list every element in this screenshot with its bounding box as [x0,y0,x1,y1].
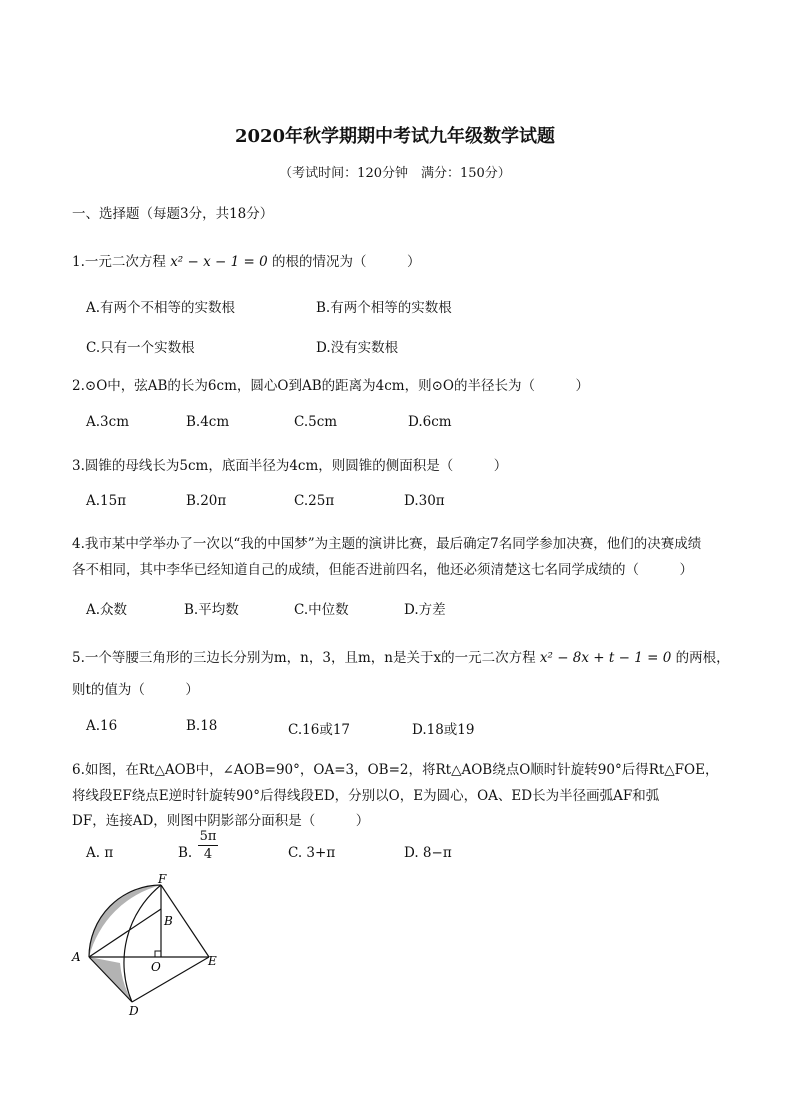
section-heading: 一、选择题（每题3分，共18分） [72,206,274,222]
question-1-suffix: 的根的情况为（ ） [271,254,421,270]
question-6-option-a: A. π [86,845,114,861]
question-1-option-c: C.只有一个实数根 [86,340,195,356]
question-5-option-a: A.16 [86,718,118,734]
question-6-option-b-fraction [198,829,218,862]
question-3-option-b: B.20π [186,493,227,509]
question-1 [72,250,420,270]
fraction-numerator: 5π [199,829,217,844]
question-1-option-b: B.有两个相等的实数根 [316,300,452,316]
label-o: O [151,960,161,974]
question-2: 2.⊙O中，弦AB的长为6cm，圆心O到AB的距离为4cm，则⊙O的半径长为（ ） [72,378,589,394]
question-5-equation: x² − 8x + t − 1 = 0 [539,650,672,666]
question-5-suffix: 的两根， [675,650,730,666]
question-3-option-a: A.15π [86,493,127,509]
right-angle-mark [155,951,161,957]
question-6-line-1: 6.如图，在Rt△AOB中，∠AOB=90°，OA=3，OB=2，将Rt△AOB绕点O顺时针旋转90°后得Rt△FOE， [72,762,719,778]
question-2-option-c: C.5cm [294,414,338,430]
question-5-line-2: 则t的值为（ ） [72,682,199,698]
question-2-option-d: D.6cm [408,414,452,430]
question-4-line-2: 各不相同，其中李华已经知道自己的成绩，但能否进前四名，他还必须清楚这七名同学成绩的（ ） [72,562,693,578]
question-1-prefix: 1.一元二次方程 [72,254,166,270]
question-5-line-1 [72,646,730,666]
question-2-option-a: A.3cm [86,414,129,430]
label-a: A [72,950,81,964]
question-5-prefix: 5.一个等腰三角形的三边长分别为m，n，3，且m，n是关于x的一元二次方程 [72,650,536,666]
fraction-denominator: 4 [203,847,213,862]
question-6-line-2: 将线段EF绕点E逆时针旋转90°后得线段ED，分别以O，E为圆心，OA、ED长为半径画弧AF和弧 [72,788,660,804]
question-4-option-b: B.平均数 [184,602,239,618]
question-5-option-b: B.18 [186,718,218,734]
question-4-option-c: C.中位数 [294,602,349,618]
question-6-option-b: B. [178,845,193,861]
fraction-bar [198,845,218,846]
question-6-option-c: C. 3+π [288,845,336,861]
segment-ed [132,957,209,1002]
label-d: D [129,1004,139,1018]
label-e: E [208,954,217,968]
question-5-option-d: D.18或19 [412,722,475,738]
question-6-line-3: DF，连接AD，则图中阴影部分面积是（ ） [72,813,370,829]
question-1-option-d: D.没有实数根 [316,340,399,356]
geometry-figure [64,872,234,1022]
question-1-equation: x² − x − 1 = 0 [170,254,268,270]
page-title: 2020年秋学期期中考试九年级数学试题 [234,126,556,147]
question-4-line-1: 4.我市某中学举办了一次以“我的中国梦”为主题的演讲比赛，最后确定7名同学参加决赛，他们的决赛成绩 [72,536,702,552]
question-6-option-d: D. 8−π [404,845,452,861]
question-5-option-c: C.16或17 [288,722,350,738]
label-b: B [164,914,173,928]
question-1-option-a: A.有两个不相等的实数根 [86,300,236,316]
label-f: F [158,872,167,886]
question-3-option-d: D.30π [404,493,445,509]
question-2-option-b: B.4cm [186,414,230,430]
question-4-option-a: A.众数 [86,602,128,618]
arc-df [124,885,161,1002]
question-4-option-d: D.方差 [404,602,446,618]
question-3: 3.圆锥的母线长为5cm，底面半径为4cm，则圆锥的侧面积是（ ） [72,458,508,474]
exam-info: （考试时间：120分钟 满分：150分） [279,166,511,181]
question-3-option-c: C.25π [294,493,335,509]
